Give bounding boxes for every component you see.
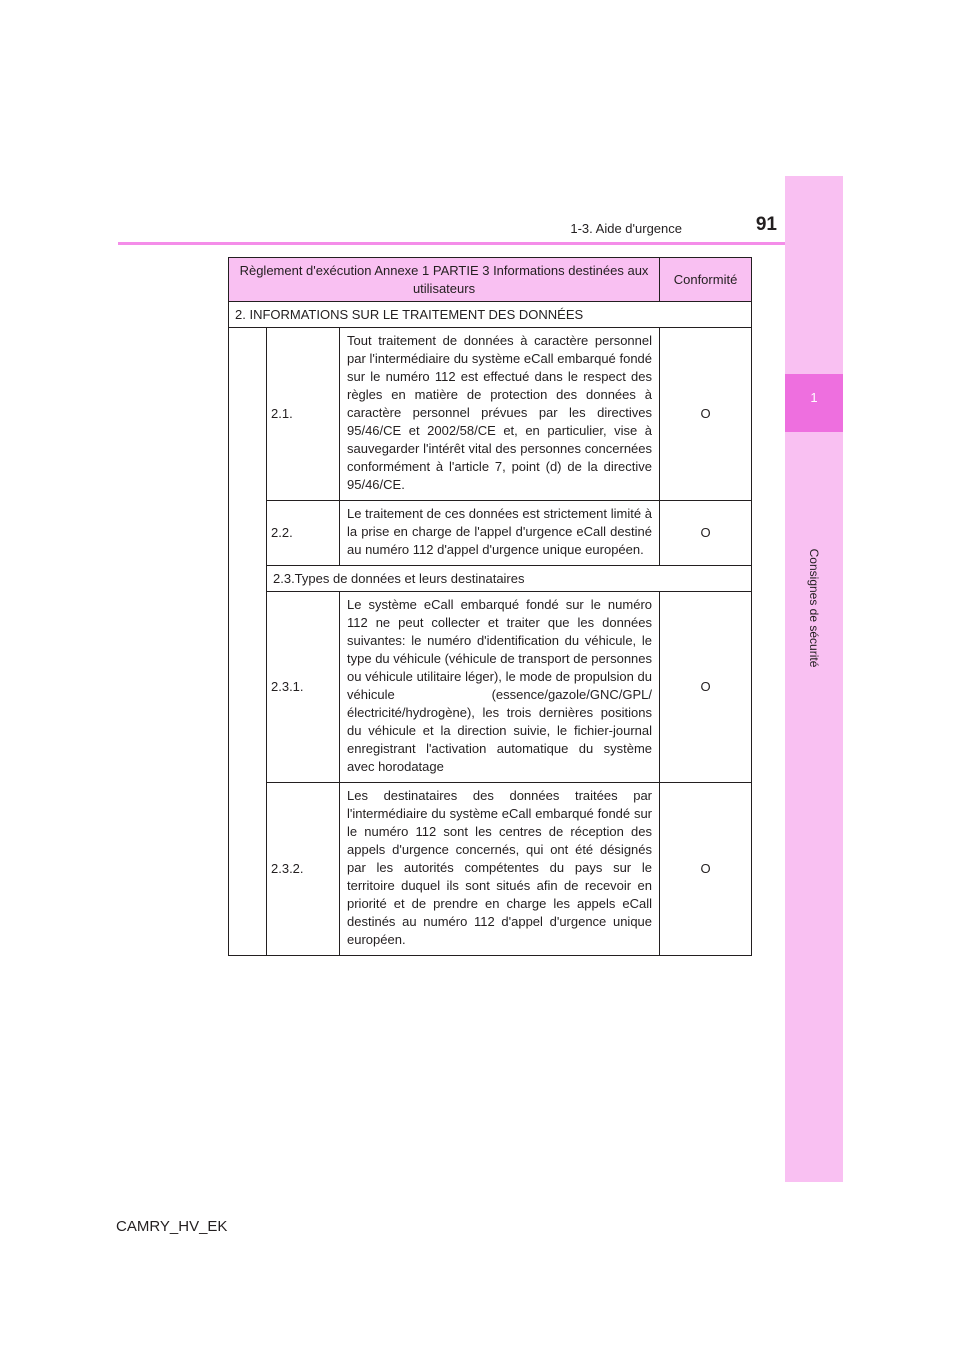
row-number: 2.2. [267,501,340,566]
conformity-mark: O [660,501,752,566]
conformity-mark: O [660,328,752,501]
chapter-side-tab [785,176,843,1182]
row-text: Les destinataires des données traitées par l'intermédiaire du système eCall embarqué fondé sur le numéro 112 sont les centres de réception des appels d'urgence concernés, qui ont été désignés par les autorités compétentes du pays sur le territoire duquel ils sont situés afin de recevoir en priorité et de prendre en charge les appels eCall destinés au numéro 112 d'appel d'urgence unique européen. [340,783,660,956]
conformity-mark: O [660,592,752,783]
row-number: 2.3.1. [267,592,340,783]
table-row [229,501,752,566]
header-conformity: Conformité [660,258,752,302]
subsection-title: 2.3.Types de données et leurs destinataires [267,566,752,592]
row-text: Le système eCall embarqué fondé sur le numéro 112 ne peut collecter et traiter que les données suivantes: le numéro d'identification du véhicule, le type du véhicule (véhicule de transport de personnes ou véhicule utilitaire léger), le mode de propulsion du véhicule (essence/gazole/GNC/GPL/électricité/hydrogène), les trois dernières positions du véhicule et la direction suivie, le fichier-journal enregistrant l'activation automatique du système avec horodatage [340,592,660,783]
model-code: CAMRY_HV_EK [116,1218,228,1235]
row-text: Le traitement de ces données est strictement limité à la prise en charge de l'appel d'urgence eCall destiné au numéro 112 d'appel d'urgence unique européen. [340,501,660,566]
chapter-number: 1 [810,390,818,405]
header-section-title: 1-3. Aide d'urgence [570,221,682,236]
row-text: Tout traitement de données à caractère personnel par l'intermédiaire du système eCall embarqué fondé sur le numéro 112 est effectué dans le respect des règles en matière de protection des données à caractère personnel prévues par les directives 95/46/CE et 2002/58/CE et, en particulier, vise à sauvegarder l'intérêt vital des personnes concernées conformément à l'article 7, point (d) de la directive 95/46/CE. [340,328,660,501]
table-row [229,783,752,956]
table-header-row [229,258,752,302]
chapter-number-block [785,374,843,432]
row-number: 2.1. [267,328,340,501]
conformity-mark: O [660,783,752,956]
subsection-row [229,566,752,592]
section-title: 2. INFORMATIONS SUR LE TRAITEMENT DES DONNÉES [229,302,752,328]
table-row [229,328,752,501]
header-regulation: Règlement d'exécution Annexe 1 PARTIE 3 Informations destinées aux utilisateurs [229,258,660,302]
header-rule [118,242,785,245]
indent-cell [229,328,267,956]
section-row [229,302,752,328]
row-number: 2.3.2. [267,783,340,956]
info-table [228,257,752,956]
page-number: 91 [755,214,777,235]
chapter-label: Consignes de sécurité [807,548,821,668]
table-row [229,592,752,783]
